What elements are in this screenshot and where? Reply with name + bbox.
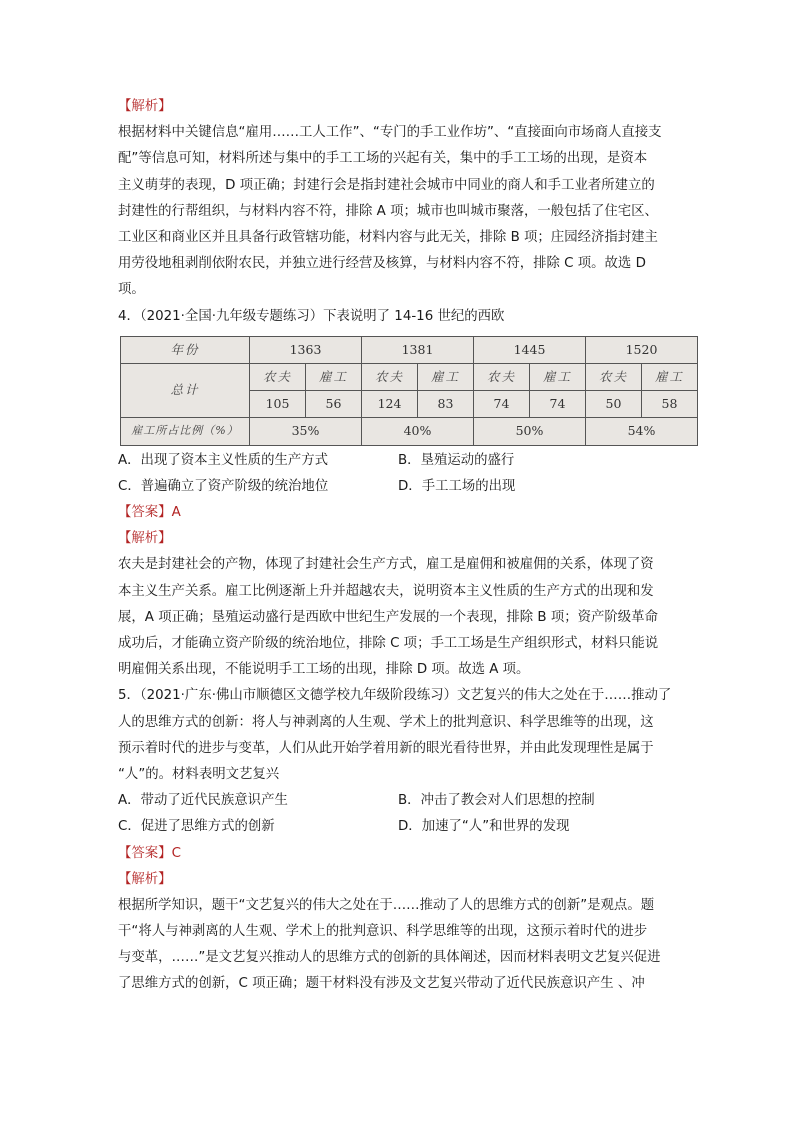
total-header: 总计 [121,363,250,417]
year-header: 年份 [121,336,250,363]
answer-value: A [171,505,181,521]
ratio-cell: 35% [250,418,362,445]
option-c: C．普遍确立了资产阶级的统治地位 [118,478,329,494]
analysis-line: 封建性的行帮组织，与材料内容不符，排除 A 项；城市也叫城市聚落，一般包括了住宅区、 [118,203,658,219]
analysis-line: 根据所学知识，题干“文艺复兴的伟大之处在于……推动了人的思维方式的创新”是观点。题 [118,897,655,913]
answer-line [118,500,678,526]
answer-tag: 【答案】 [118,505,172,521]
worker-header: 雇工 [642,363,698,390]
question-5-stem: 5．（2021·广东·佛山市顺德区文德学校九年级阶段练习）文艺复兴的伟大之处在于……推动了 [118,688,672,704]
analysis-tag: 【解析】 [118,531,172,547]
farmer-header: 农夫 [474,363,530,390]
question-5-stem: “人”的。材料表明文艺复兴 [118,766,280,782]
ratio-cell: 54% [586,418,698,445]
year-cell: 1520 [586,336,698,363]
question-4-table-image [120,336,698,440]
analysis-line: 配”等信息可知，材料所述与集中的手工工场的兴起有关，集中的手工工场的出现，是资本 [118,151,648,167]
analysis-tag: 【解析】 [118,99,172,114]
ratio-cell: 50% [474,418,586,445]
analysis-line: 了思维方式的创新，C 项正确；题干材料没有涉及文艺复兴带动了近代民族意识产生 、冲 [118,976,645,992]
data-table [120,336,698,446]
year-cell: 1363 [250,336,362,363]
answer-tag: 【答案】 [118,845,172,861]
option-a: A．出现了资本主义性质的生产方式 [118,452,329,468]
options-row [118,814,678,840]
option-b: B．垦殖运动的盛行 [398,452,515,468]
analysis-line: 明雇佣关系出现，不能说明手工工场的出现，排除 D 项。故选 A 项。 [118,662,530,678]
year-cell: 1445 [474,336,586,363]
worker-count: 83 [418,391,474,418]
worker-count: 56 [306,391,362,418]
question-5-stem: 预示着时代的进步与变革，人们从此开始学着用新的眼光看待世界，并由此发现理性是属于 [118,740,654,756]
farmer-count: 74 [474,391,530,418]
options-row [118,448,678,474]
farmer-header: 农夫 [362,363,418,390]
analysis-line: 项。 [118,282,145,298]
analysis-line: 农夫是封建社会的产物，体现了封建社会生产方式，雇工是雇佣和被雇佣的关系，体现了资 [118,557,654,573]
analysis-line: 本主义生产关系。雇工比例逐渐上升并超越农夫，说明资本主义性质的生产方式的出现和发 [118,583,654,599]
analysis-line: 与变革，……”是文艺复兴推动人的思维方式的创新的具体阐述，因而材料表明文艺复兴促进 [118,950,661,966]
answer-line [118,841,678,867]
farmer-count: 105 [250,391,306,418]
worker-header: 雇工 [530,363,586,390]
farmer-count: 50 [586,391,642,418]
option-b: B．冲击了教会对人们思想的控制 [398,793,595,809]
analysis-line: 成功后，才能确立资产阶级的统治地位，排除 C 项；手工工场是生产组织形式，材料只能说 [118,636,659,651]
farmer-header: 农夫 [250,363,306,390]
farmer-count: 124 [362,391,418,418]
ratio-cell: 40% [362,418,474,445]
document-content [118,94,684,998]
worker-header: 雇工 [306,363,362,390]
worker-count: 74 [530,391,586,418]
worker-header: 雇工 [418,363,474,390]
option-d: D．手工工场的出现 [398,478,516,494]
options-row [118,474,678,500]
farmer-header: 农夫 [586,363,642,390]
analysis-tag: 【解析】 [118,871,172,887]
analysis-line: 主义萌芽的表现，D 项正确；封建行会是指封建社会城市中同业的商人和手工业者所建立的 [118,177,655,193]
option-c: C．促进了思维方式的创新 [118,819,275,835]
analysis-line: 干“将人与神剥离的人生观、学术上的批判意识、科学思维等的出现，这预示着时代的进步 [118,924,648,940]
option-d: D．加速了“人”和世界的发现 [398,819,570,835]
worker-count: 58 [642,391,698,418]
analysis-line: 用劳役地租剥削依附农民，并独立进行经营及核算，与材料内容不符，排除 C 项。故选 D [118,256,646,272]
year-cell: 1381 [362,336,474,363]
question-5-stem: 人的思维方式的创新：将人与神剥离的人生观、学术上的批判意识、科学思维等的出现，这 [118,714,654,730]
analysis-line: 工业区和商业区并且具备行政管辖功能，材料内容与此无关，排除 B 项；庄园经济指封建主 [118,229,658,245]
analysis-line: 展，A 项正确；垦殖运动盛行是西欧中世纪生产发展的一个表现，排除 B 项；资产阶级革命 [118,609,658,625]
option-a: A．带动了近代民族意识产生 [118,793,288,809]
question-4-stem: 4．（2021·全国·九年级专题练习）下表说明了 14-16 世纪的西欧 [118,308,505,324]
ratio-header: 雇工所占比例（%） [121,418,250,445]
answer-value: C [171,845,181,861]
analysis-line: 根据材料中关键信息“雇用……工人工作”、“专门的手工业作坊”、“直接面向市场商人直接支 [118,125,662,141]
options-row [118,788,678,814]
